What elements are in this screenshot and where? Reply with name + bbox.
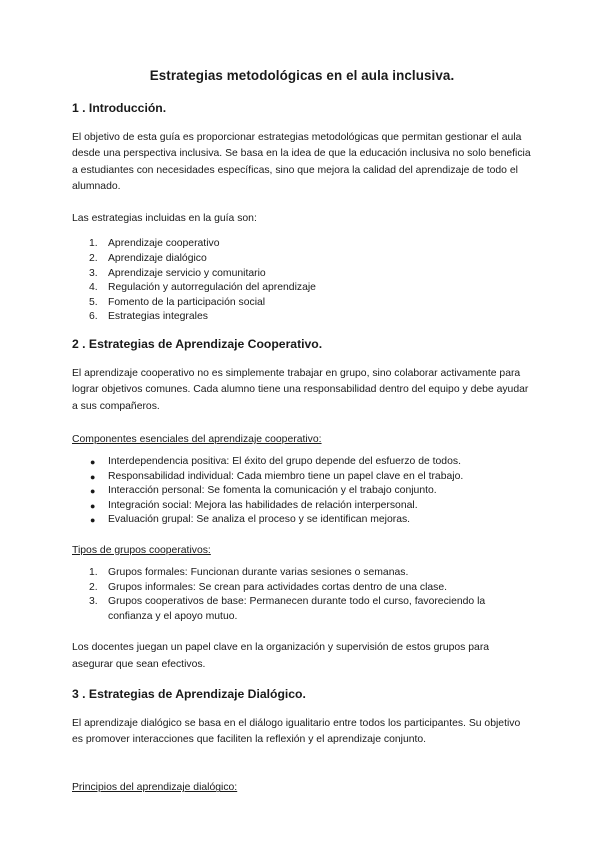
list-item: 6. Estrategias integrales xyxy=(89,311,208,323)
components-list xyxy=(72,455,532,528)
list-item: 1. Aprendizaje cooperativo xyxy=(89,238,220,250)
intro-paragraph: El objetivo de esta guía es proporcionar estrategias metodológicas que permitan gestionar el aula desde una perspectiva inclusiva. Se basa en la idea de que la educación inclusiva no solo beneficia a estudiantes con necesidades específicas, sino que mejora la calidad del aprendizaje de todo el alumnado. xyxy=(72,132,531,192)
groups-subheading: Tipos de grupos cooperativos: xyxy=(72,544,211,556)
list-item: ● Responsabilidad individual: Cada miembro tiene un papel clave en el trabajo. xyxy=(90,470,464,482)
components-subheading: Componentes esenciales del aprendizaje cooperativo: xyxy=(72,433,322,445)
list-item: 3. Aprendizaje servicio y comunitario xyxy=(89,267,266,279)
spacer xyxy=(72,764,532,780)
principles-subheading: Principios del aprendizaje dialógico: xyxy=(72,782,238,794)
list-item: ● Evaluación grupal: Se analiza el proceso y se identifican mejoras. xyxy=(90,514,411,526)
list-item: 2. Aprendizaje dialógico xyxy=(89,253,207,265)
section-heading-cooperativo: 2 . Estrategias de Aprendizaje Cooperativo. xyxy=(72,337,323,352)
strategies-list xyxy=(72,237,532,325)
document-page xyxy=(72,62,532,803)
cooperativo-paragraph: El aprendizaje cooperativo no es simplemente trabajar en grupo, sino colaborar activamente para lograr objetivos comunes. Cada alumno tiene una responsabilidad dentro del equipo y debe ayudar a sus compañeros. xyxy=(72,368,529,412)
list-item: ● Integración social: Mejora las habilidades de relación interpersonal. xyxy=(90,499,418,511)
list-item: 4. Regulación y autorregulación del aprendizaje xyxy=(89,282,316,294)
list-item: 1. Grupos formales: Funcionan durante varias sesiones o semanas. xyxy=(89,566,409,578)
list-item: 3. Grupos cooperativos de base: Permanecen durante todo el curso, favoreciendo la confianza y el apoyo mutuo. xyxy=(89,596,486,622)
section-heading-introduccion: 1 . Introducción. xyxy=(72,101,167,115)
section-heading-dialogico: 3 . Estrategias de Aprendizaje Dialógico. xyxy=(72,686,306,701)
list-item: 2. Grupos informales: Se crean para actividades cortas dentro de una clase. xyxy=(89,581,448,593)
list-item: ● Interacción personal: Se fomenta la comunicación y el trabajo conjunto. xyxy=(90,485,437,497)
dialogico-paragraph: El aprendizaje dialógico se basa en el diálogo igualitario entre todos los participantes. Su objetivo es promover interacciones que faciliten la reflexión y el aprendizaje conjunto. xyxy=(72,717,521,746)
list-item: 5. Fomento de la participación social xyxy=(89,296,266,308)
list-item: ● Interdependencia positiva: El éxito del grupo depende del esfuerzo de todos. xyxy=(90,455,461,467)
closing-paragraph: Los docentes juegan un papel clave en la organización y supervisión de estos grupos para asegurar que sean efectivos. xyxy=(72,642,490,670)
strategies-list-intro: Las estrategias incluidas en la guía son: xyxy=(72,213,257,225)
document-title: Estrategias metodológicas en el aula inclusiva. xyxy=(149,68,455,83)
groups-list xyxy=(72,566,532,624)
